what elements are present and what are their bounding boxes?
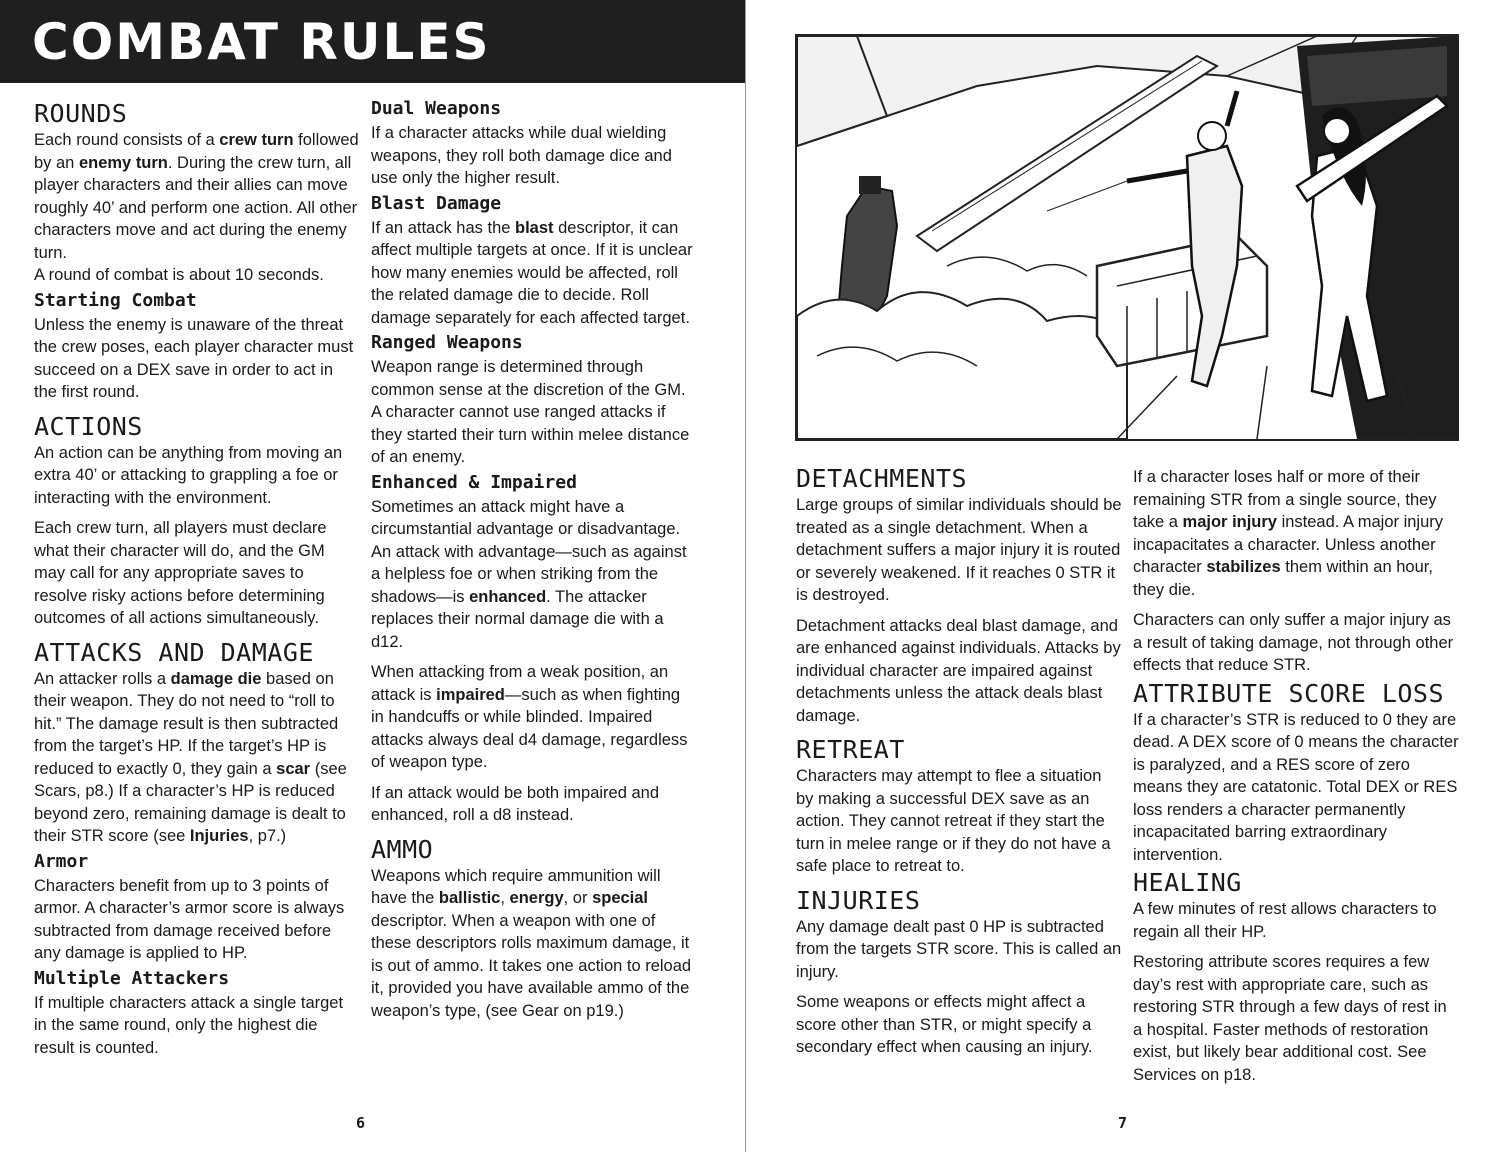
heading-ranged-weapons: Ranged Weapons [371, 332, 523, 353]
heading-retreat: RETREAT [796, 735, 905, 764]
heading-ammo: AMMO [371, 834, 434, 864]
title-banner [0, 0, 745, 83]
blast-damage-paragraph: If an attack has the blast descriptor, it can affect multiple targets at once. If it is unclear how many enemies would be affected, roll the related damage die to decide. Roll damage separately for each affected target. [371, 218, 693, 327]
ammo-paragraph: Weapons which require ammunition will have the ballistic, energy, or special descriptor. When a weapon with one of these descriptors rolls maximum damage, it is out of ammo. It takes one action to reload it, provided you have available ammo of the weapon’s type, (see Gear on p19.) [371, 866, 692, 1020]
heading-dual-weapons: Dual Weapons [371, 98, 502, 119]
injuries-paragraph-2: Some weapons or effects might affect a score other than STR, or might specify a secondary effect when causing an injury. [796, 993, 1093, 1056]
page-number-left: 6 [356, 1114, 366, 1132]
detachments-paragraph-2: Detachment attacks deal blast damage, and are enhanced against individuals. Attacks by individual character are impaired against detachments unless the attack deals blast damage. [796, 616, 1121, 725]
major-injury-paragraph-2: Characters can only suffer a major injury as a result of taking damage, not through other effects that reduce STR. [1133, 611, 1454, 674]
heading-multiple-attackers: Multiple Attackers [34, 967, 230, 989]
heading-attribute-score-loss: ATTRIBUTE SCORE LOSS [1133, 678, 1445, 708]
starting-combat-paragraph: Unless the enemy is unaware of the threat the crew poses, each player character must succeed on a DEX save in order to act in the first round. [34, 315, 354, 401]
impaired-enhanced-paragraph: If an attack would be both impaired and enhanced, roll a d8 instead. [371, 783, 660, 824]
page-number-right: 7 [1118, 1114, 1128, 1132]
right-column-2 [1133, 466, 1459, 1094]
heading-detachments: DETACHMENTS [796, 464, 968, 493]
left-page [0, 0, 745, 1152]
attacks-paragraph: An attacker rolls a damage die based on their weapon. They do not need to “roll to hit.” The damage result is then subtracted from the target’s HP. If the target’s HP is reduced to exactly 0, they gain a scar (see Scars, p8.) If a character’s HP is reduced beyond zero, remaining damage is dealt to their STR score (see Injuries, p7.) [34, 669, 347, 845]
heading-blast-damage: Blast Damage [371, 192, 502, 214]
page-title: COMBAT RULES [32, 13, 491, 71]
heading-enhanced-impaired: Enhanced & Impaired [371, 471, 577, 493]
detachments-paragraph-1: Large groups of similar individuals should be treated as a single detachment. When a detachment suffers a major injury it is routed or severely weakened. If it reaches 0 STR it is destroyed. [796, 496, 1122, 604]
healing-paragraph-2: Restoring attribute scores requires a few day’s rest with appropriate care, such as restoring STR through a few days of rest in a hospital. Faster methods of restoration exist, but likely bear additional cost. See Services on p18. [1133, 953, 1447, 1084]
major-injury-paragraph: If a character loses half or more of their remaining STR from a single source, they take a major injury instead. A major injury incapacitates a character. Unless another character stabilizes them within an hour, they die. [1133, 468, 1443, 599]
heading-actions: ACTIONS [34, 411, 143, 441]
multiple-attackers-paragraph: If multiple characters attack a single target in the same round, only the highest die result is counted. [34, 993, 344, 1057]
heading-starting-combat: Starting Combat [34, 289, 197, 311]
retreat-paragraph: Characters may attempt to flee a situation by making a successful DEX save as an action. They cannot retreat if they start the turn in melee range or if they do not have a safe place to retreat to. [796, 767, 1111, 875]
right-column-1 [796, 462, 1122, 1067]
heading-injuries: INJURIES [796, 885, 921, 915]
ranged-weapons-paragraph: Weapon range is determined through common sense at the discretion of the GM. A character cannot use ranged attacks if they started their turn within melee distance of an enemy. [371, 358, 690, 466]
heading-armor: Armor [34, 850, 89, 872]
healing-paragraph-1: A few minutes of rest allows characters to regain all their HP. [1133, 900, 1437, 941]
left-column-1 [34, 97, 360, 1059]
left-column-2 [371, 95, 697, 1022]
combat-illustration [795, 34, 1459, 441]
heading-attacks-and-damage: ATTACKS AND DAMAGE [34, 637, 314, 667]
heading-healing: HEALING [1133, 868, 1242, 897]
actions-paragraph-1: An action can be anything from moving an extra 40’ or attacking to grappling a foe or interacting with the environment. [34, 443, 343, 507]
rounds-paragraph: Each round consists of a crew turn followed by an enemy turn. During the crew turn, all player characters and their allies can move roughly 40’ and perform one action. All other characters move and act during the enemy turn. [34, 131, 359, 262]
heading-rounds: ROUNDS [34, 99, 128, 128]
enhanced-paragraph: Sometimes an attack might have a circumstantial advantage or disadvantage. An attack with advantage—such as against a helpless foe or when striking from the shadows—is enhanced. The attacker replaces their normal damage die with a d12. [371, 497, 687, 651]
injuries-paragraph-1: Any damage dealt past 0 HP is subtracted from the targets STR score. This is called an injury. [796, 917, 1122, 981]
dual-weapons-paragraph: If a character attacks while dual wielding weapons, they roll both damage dice and use only the higher result. [371, 124, 672, 187]
rounds-duration: A round of combat is about 10 seconds. [34, 266, 324, 284]
illustration-drawing [797, 36, 1457, 439]
impaired-paragraph: When attacking from a weak position, an attack is impaired—such as when fighting in handcuffs or while blinded. Impaired attacks always deal d4 damage, regardless of weapon type. [371, 663, 688, 771]
actions-paragraph-2: Each crew turn, all players must declare what their character will do, and the GM may call for any appropriate saves to resolve risky actions before determining outcomes of all actions simultaneously. [34, 519, 327, 627]
armor-paragraph: Characters benefit from up to 3 points of armor. A character’s armor score is always subtracted from damage received before any damage is applied to HP. [34, 876, 345, 962]
attribute-loss-paragraph: If a character’s STR is reduced to 0 they are dead. A DEX score of 0 means the character is paralyzed, and a RES score of zero means they are catatonic. Total DEX or RES loss renders a character permanently incapacitated barring extraordinary intervention. [1133, 710, 1459, 864]
